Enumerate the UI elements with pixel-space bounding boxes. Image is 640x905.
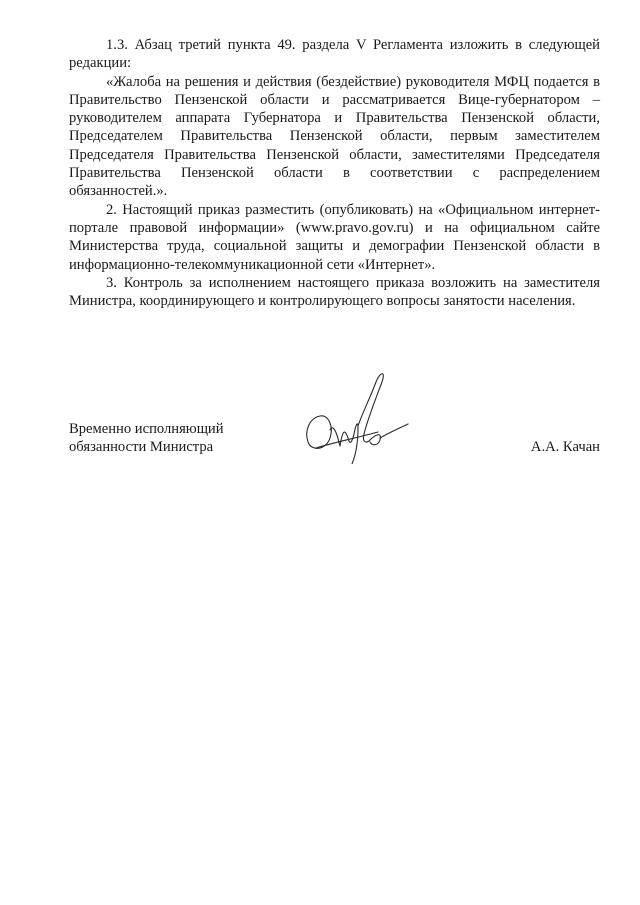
paragraph-1-3-amendment: 1.3. Абзац третий пункта 49. раздела V Регламента изложить в следующей редакции: (69, 37, 600, 72)
signatory-name: А.А. Качан (530, 439, 600, 455)
document-body (69, 36, 600, 310)
paragraph-2-publication: 2. Настоящий приказ разместить (опубликовать) на «Официальном интернет-портале правовой информации» (www.pravo.gov.ru) и на официальном сайте Министерства труда, социальной защиты и демографии Пензенской области в информационно-телекоммуникационной сети «Интернет». (69, 201, 600, 273)
paragraph-3-control: 3. Контроль за исполнением настоящего приказа возложить на заместителя Министра, координирующего и контролирующего вопросы занятости населения. (69, 274, 600, 310)
signatory-title-line-1: Временно исполняющий (69, 421, 224, 437)
signatory-title (69, 420, 289, 457)
signatory-title-line-2: обязанности Министра (69, 439, 214, 456)
signature-block (69, 420, 600, 480)
paragraph-complaint-quote: «Жалоба на решения и действия (бездействие) руководителя МФЦ подается в Правительство Пензенской области и рассматривается Вице-губернатором – руководителем аппарата Губернатора и Правительства Пензенской области, Председателем Правительства Пензенской области, первым заместителем Председателя Правительства Пензенской области, заместителями Председателя Правительства Пензенской области в соответствии с распределением обязанностей.». (69, 73, 600, 200)
